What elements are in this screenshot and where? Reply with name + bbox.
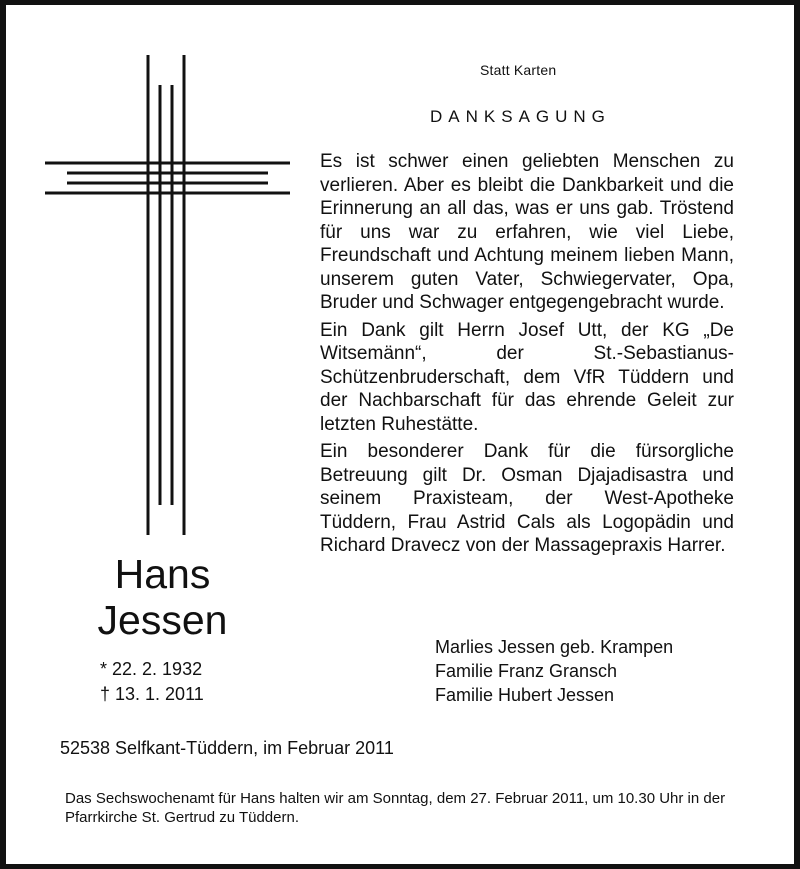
- signature-line: Familie Franz Gransch: [435, 661, 618, 681]
- deceased-first-name: Hans: [114, 551, 211, 597]
- mass-announcement: Das Sechswochenamt für Hans halten wir am Sonntag, dem 27. Februar 2011, um 10.30 Uhr in der Pfarrkirche St. Gertrud zu Tüddern.: [65, 790, 726, 826]
- signature-line: Familie Hubert Jessen: [435, 685, 615, 705]
- birth-date: * 22. 2. 1932: [100, 659, 203, 679]
- statt-karten: Statt Karten: [480, 62, 557, 78]
- signature-line: Marlies Jessen geb. Krampen: [435, 637, 674, 657]
- cross-icon: [45, 55, 290, 535]
- paragraph: Es ist schwer einen geliebten Menschen zu verlieren. Aber es bleibt die Dankbarkeit und die Erinnerung an all das, was er uns gab. Tröstend für uns war zu erfahren, wie viel Liebe, Freundschaft und Achtung meinem lieben Mann, unserem guten Vater, Schwiegervater, Opa, Bruder und Schwager entgegengebracht wurde.: [320, 151, 734, 313]
- death-date: † 13. 1. 2011: [100, 684, 204, 704]
- notice-title: DANKSAGUNG: [430, 107, 611, 126]
- paragraph: Ein Dank gilt Herrn Josef Utt, der KG „De Witsemänn“, der St.-Sebastianus-Schützenbruderschaft, dem VfR Tüddern und der Nachbarschaft für das ehrende Geleit zur letzten Ruhestätte.: [320, 319, 734, 435]
- paragraph: Ein besonderer Dank für die fürsorgliche Betreuung gilt Dr. Osman Djajadisastra und seinem Praxisteam, der West-Apotheke Tüddern, Frau Astrid Cals als Logopädin und Richard Dravecz von der Massagepraxis Harrer.: [320, 441, 734, 556]
- place-date: 52538 Selfkant-Tüddern, im Februar 2011: [60, 738, 394, 758]
- thanks-text: [320, 150, 734, 562]
- deceased-last-name: Jessen: [97, 597, 228, 643]
